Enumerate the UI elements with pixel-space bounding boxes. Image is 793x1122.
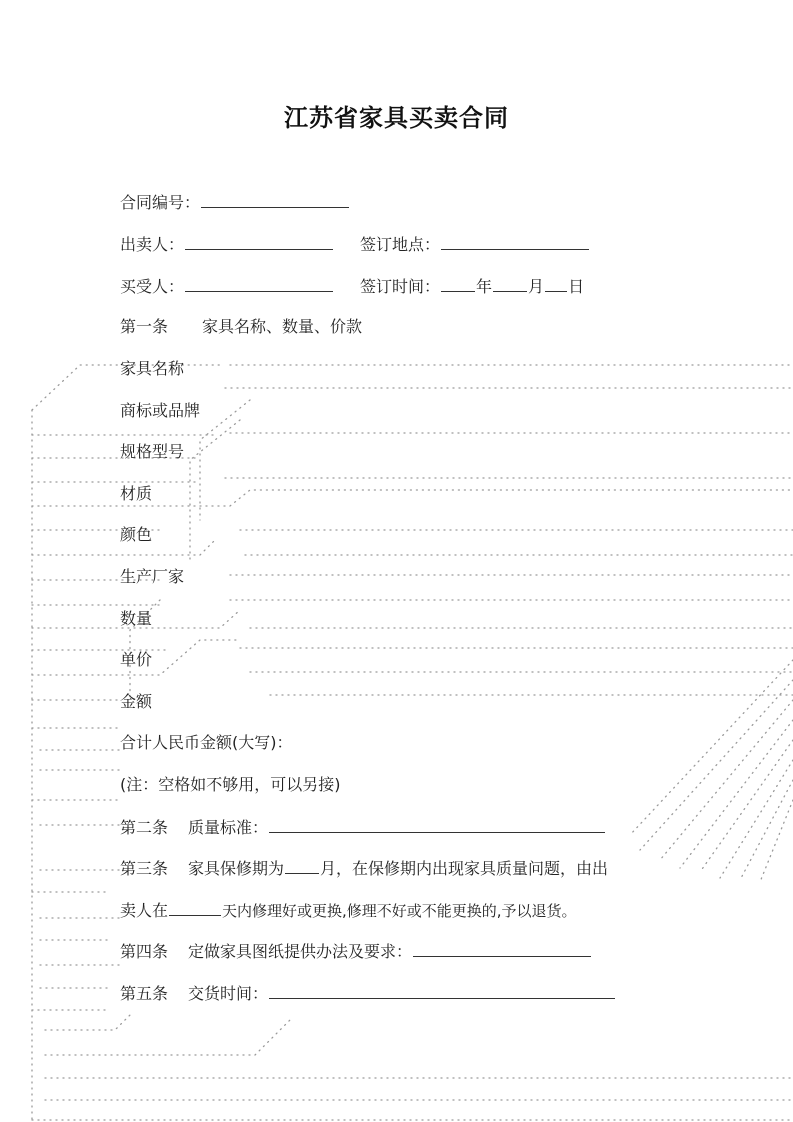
- article-4-number: 第四条: [120, 942, 169, 961]
- repair-days-field[interactable]: [169, 899, 221, 916]
- sign-place-field[interactable]: [441, 233, 589, 250]
- article-3-text-4: 天内修理好或更换,修理不好或不能更换的,予以退货。: [222, 902, 577, 920]
- article-2: [120, 816, 606, 839]
- article-3-number: 第三条: [120, 859, 169, 878]
- article-3-line-2: [120, 899, 577, 922]
- article-5-label: 交货时间：: [188, 984, 269, 1003]
- field-color: 颜色: [120, 525, 153, 544]
- drawing-requirements-field[interactable]: [413, 940, 591, 957]
- field-unit-price: 单价: [120, 650, 153, 669]
- buyer-field[interactable]: [185, 275, 333, 292]
- field-amount: 金额: [120, 692, 153, 711]
- article-3-text-1: 家具保修期为: [188, 859, 285, 878]
- article-1-number: 第一条: [120, 317, 169, 336]
- article-3-line-1: [120, 857, 608, 880]
- contract-title: 江苏省家具买卖合同: [284, 104, 509, 132]
- article-4-label: 定做家具图纸提供办法及要求：: [188, 942, 413, 961]
- day-label: 日: [568, 277, 585, 296]
- field-quantity: 数量: [120, 609, 153, 628]
- year-label: 年: [476, 277, 493, 296]
- contract-number-field[interactable]: [201, 191, 349, 208]
- article-2-label: 质量标准：: [188, 818, 269, 837]
- seller-row: [120, 233, 590, 256]
- note-text: (注：空格如不够用，可以另接): [120, 775, 341, 794]
- contract-number-label: 合同编号：: [120, 193, 201, 212]
- article-3-text-3: 卖人在: [120, 901, 169, 920]
- total-amount-label: 合计人民币金额(大写)：: [120, 733, 293, 752]
- contract-number-row: [120, 191, 350, 214]
- article-5-number: 第五条: [120, 984, 169, 1003]
- warranty-months-field[interactable]: [285, 857, 319, 874]
- field-material: 材质: [120, 484, 153, 503]
- sign-month-field[interactable]: [493, 275, 527, 292]
- article-4: [120, 940, 592, 963]
- seller-label: 出卖人：: [120, 235, 185, 254]
- sign-time-label: 签订时间：: [360, 277, 441, 296]
- month-label: 月: [528, 277, 545, 296]
- sign-year-field[interactable]: [441, 275, 475, 292]
- field-model: 规格型号: [120, 442, 185, 461]
- field-brand: 商标或品牌: [120, 401, 201, 420]
- article-3-text-2: 月，在保修期内出现家具质量问题，由出: [320, 859, 609, 878]
- sign-day-field[interactable]: [545, 275, 567, 292]
- article-2-number: 第二条: [120, 818, 169, 837]
- field-furniture-name: 家具名称: [120, 359, 185, 378]
- field-manufacturer: 生产厂家: [120, 567, 185, 586]
- article-5: [120, 982, 616, 1005]
- seller-field[interactable]: [185, 233, 333, 250]
- buyer-row: [120, 275, 584, 298]
- delivery-time-field[interactable]: [269, 982, 615, 999]
- article-1-title: 家具名称、数量、价款: [202, 317, 363, 336]
- buyer-label: 买受人：: [120, 277, 185, 296]
- article-1-heading: [120, 316, 362, 338]
- quality-standard-field[interactable]: [269, 816, 605, 833]
- sign-place-label: 签订地点：: [360, 235, 441, 254]
